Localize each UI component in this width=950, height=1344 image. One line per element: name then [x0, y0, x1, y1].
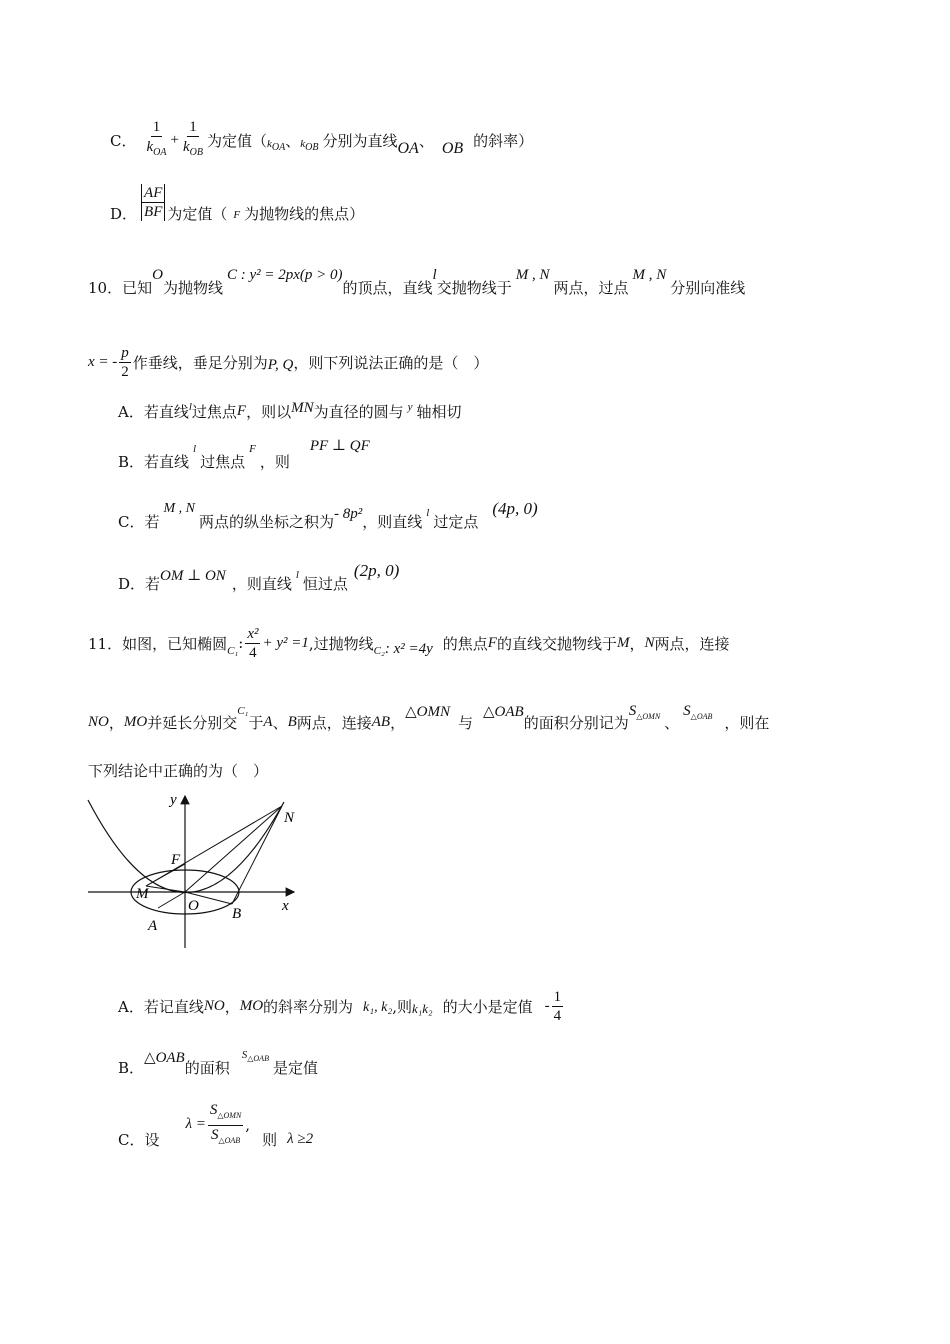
q10-stem-line-2: x = - $\frac{p}{2}$ 作垂线，垂足分别为 P, Q ，则下列说法正确的是（ ） [88, 344, 489, 380]
option-label: C． [110, 131, 137, 150]
q10-option-d: D．若 OM ⊥ ON ，则直线 l 恒过点 (2p, 0) [118, 561, 400, 593]
q10-option-a: A．若直线 l 过焦点 F ，则以 MN 为直径的圆与 y 轴相切 [118, 399, 462, 421]
label-n: N [284, 810, 295, 826]
line-no [185, 806, 282, 892]
q11-stem-line-2: NO ， MO 并延长分别交 C₁ 于 A 、 B 两点，连接 AB ， △OMN 与 △OAB 的面积分别记为 $S_{\triangle OMN}$ 、 $S_{\triangle OAB}$ ，则在 [88, 703, 770, 732]
fraction-1-over-kob: $\frac{1}{k_{OB}}$ [182, 119, 203, 158]
parabola-equation: C : y² = 2px(p > 0) [226, 266, 343, 283]
fraction-x2-over-4: $\frac{\text{x²}}{4}$ [247, 625, 259, 661]
q11-option-c: C．设 λ = $\frac{S_{\triangle OMN}}{S_{\triangle OAB}}$ , 则 λ ≥2 [118, 1101, 314, 1149]
parabola-c2 [88, 800, 284, 893]
fraction-af-over-bf: $\frac{AF}{BF}$ [141, 184, 165, 221]
label-f: F [171, 852, 181, 868]
q11-figure [84, 790, 314, 950]
option-label: D． [110, 204, 138, 223]
label-y: y [170, 792, 177, 808]
q10-option-c: C．若 M , N 两点的纵坐标之积为 - 8p² ，则直线 l 过定点 (4p, 0) [118, 499, 538, 531]
q10-stem-line-1: 10．已知 O 为抛物线 C : y² = 2px(p > 0) 的顶点，直线 l 交抛物线于 M , N 两点，过点 M , N 分别向准线 [88, 266, 746, 297]
label-a: A [148, 918, 158, 934]
q11-option-b: B． △OAB 的面积 $S_{\triangle OAB}$ 是定值 [118, 1048, 318, 1077]
q11-option-a: A．若记直线 NO ， MO 的斜率分别为 k₁, k₂ ,则 k₁k₂ 的大小是定值 - $\frac{1}{4}$ [118, 988, 562, 1024]
line-mo-a [146, 886, 185, 892]
label-m: M [136, 886, 149, 902]
fraction-1-over-koa: $\frac{1}{k_{OA}}$ [146, 119, 167, 158]
fraction-1-over-4: $\frac{1}{4}$ [553, 988, 562, 1024]
label-o: O [188, 898, 199, 914]
fraction-s-omn-over-s-oab: $\frac{S_{\triangle OMN}}{S_{\triangle OAB}}$ [209, 1101, 242, 1145]
q11-stem-line-1: 11．如图，已知椭圆 C₁ : $\frac{\text{x²}}{4}$ + y² =1 ,过抛物线 C₂ : x² =4y 的焦点 F 的直线交抛物线于 M ， N 两点，连接 [88, 625, 730, 661]
label-b: B [232, 906, 242, 922]
q9-option-c: C． $\frac{1}{k_{OA}}$ + $\frac{1}{k_{OB}}$ 为定值（ $k_{OA}$ 、 $k_{OB}$ 分别为直线 OA 、 OB 的斜率） [110, 118, 533, 162]
fraction-p-over-2: $\frac{p}{2}$ [121, 344, 129, 380]
q9-option-d: D． $\frac{AF}{BF}$ 为定值（ F 为抛物线的焦点） [110, 184, 365, 223]
label-x: x [282, 898, 289, 914]
q10-option-b: B．若直线 l 过焦点 F ，则 PF ⊥ QF [118, 437, 370, 471]
q11-stem-line-3: 下列结论中正确的为（ ） [88, 762, 269, 780]
line-oa [158, 892, 185, 908]
